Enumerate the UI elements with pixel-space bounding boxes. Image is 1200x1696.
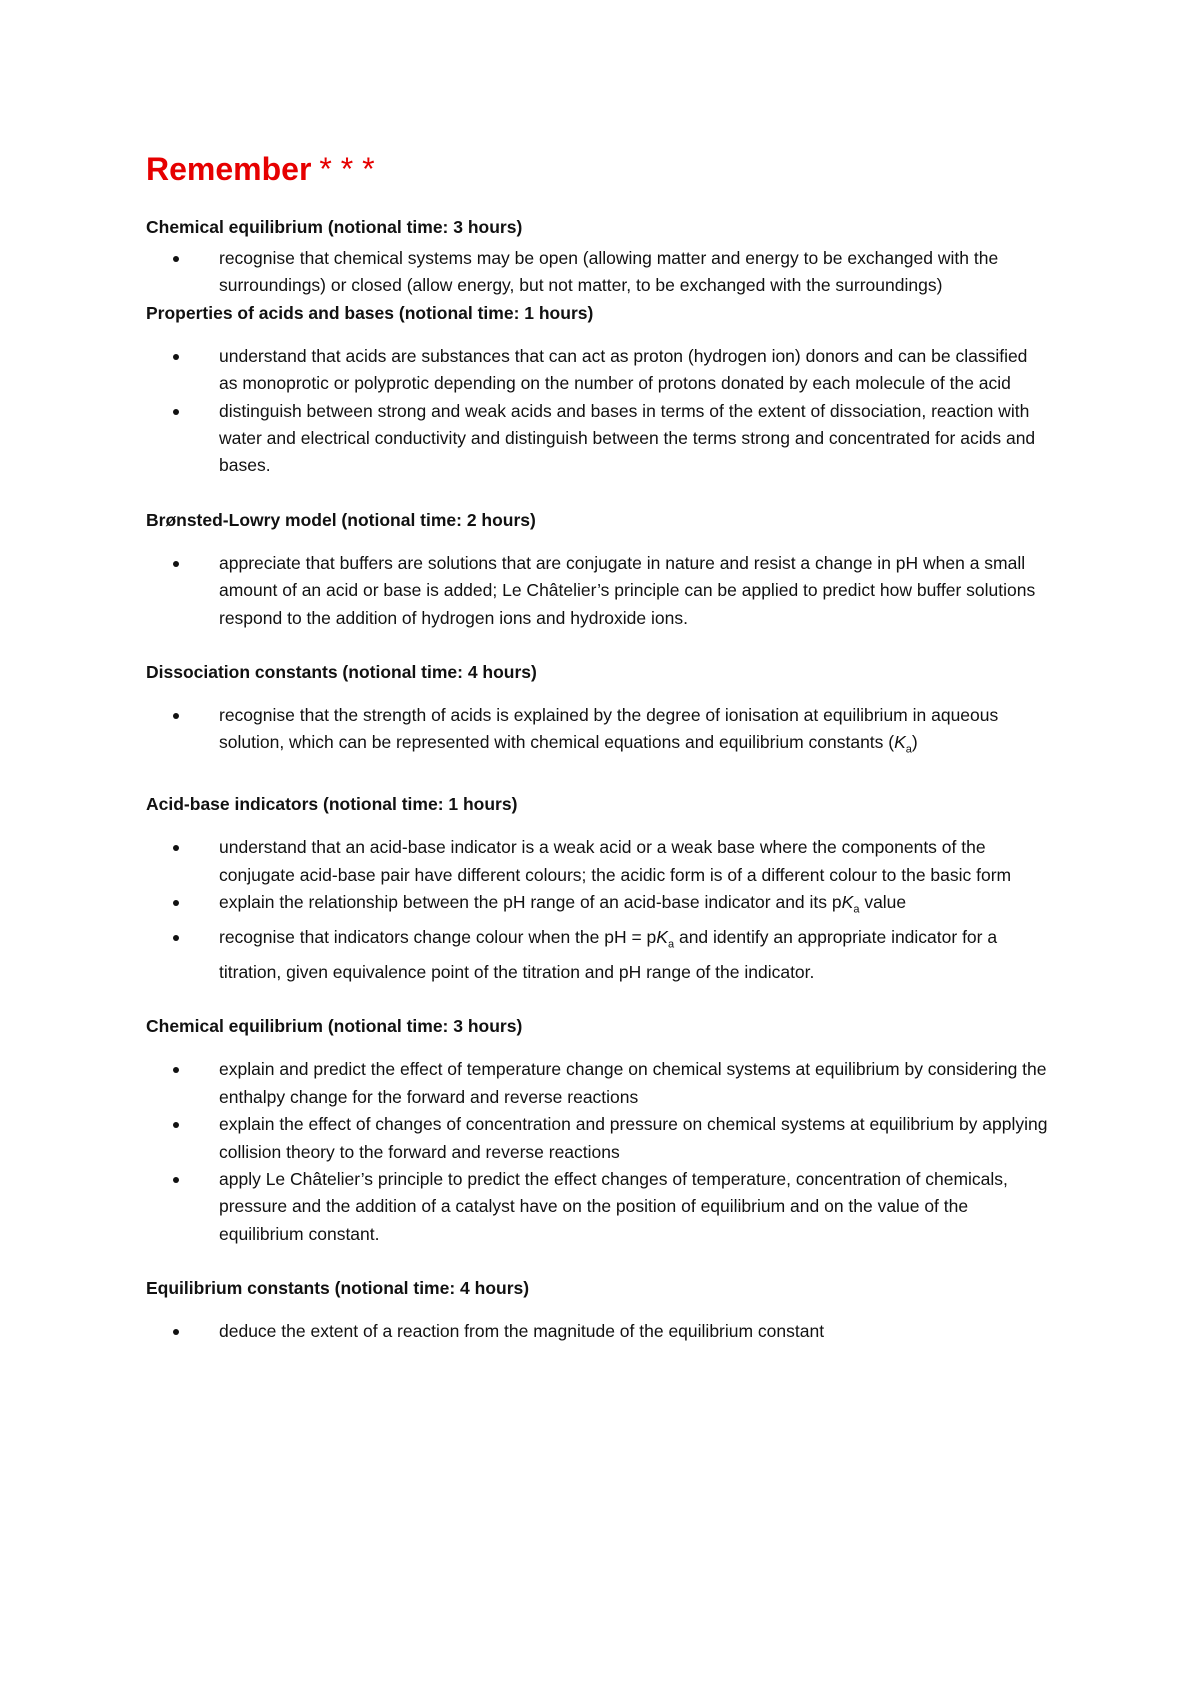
bullet-list [146,702,1050,764]
section-heading: Brønsted-Lowry model (notional time: 2 hours) [146,509,536,530]
bullet-list [146,245,1050,300]
section [146,659,1050,791]
bullet-item [146,702,1050,764]
section [146,300,1050,507]
constant-subscript: a [853,903,860,916]
page-title [146,150,1050,188]
bullet-dot-icon [173,256,179,262]
bullet-dot-icon [173,935,179,941]
bullet-dot-icon [173,354,179,360]
bullet-dot-icon [173,1329,179,1335]
bullet-item [146,245,1050,300]
bullet-text: deduce the extent of a reaction from the magnitude of the equilibrium constant [219,1321,825,1342]
section-heading: Chemical equilibrium (notional time: 3 hours) [146,1016,523,1037]
section [146,214,1050,300]
bullet-item [146,343,1050,398]
bullet-item [146,834,1050,889]
bullet-dot-icon [173,1067,179,1073]
bullet-list [146,1318,1050,1345]
bullet-text: understand that an acid-base indicator is a weak acid or a weak base where the components of the conjugate acid-base pair have different colours; the acidic form is of a different colour to the basic form [219,837,1012,885]
bullet-dot-icon [173,845,179,851]
bullet-dot-icon [173,561,179,567]
section [146,507,1050,659]
section [146,791,1050,1013]
bullet-item [146,550,1050,632]
bullet-text: explain and predict the effect of temperature change on chemical systems at equilibrium by considering the enthalpy change for the forward and reverse reactions [219,1059,1047,1107]
bullet-text: explain the effect of changes of concentration and pressure on chemical systems at equilibrium by applying collision theory to the forward and reverse reactions [219,1114,1048,1162]
section-heading: Chemical equilibrium (notional time: 3 hours) [146,217,523,237]
bullet-text: recognise that chemical systems may be open (allowing matter and energy to be exchanged with the surroundings) or closed (allow energy, but not matter, to be exchanged with the surroundings) [219,248,999,296]
title-text: Remember [146,151,312,187]
bullet-dot-icon [173,1177,179,1183]
bullet-text-after: value [859,892,907,913]
bullet-item [146,1318,1050,1345]
bullet-text: distinguish between strong and weak acids and bases in terms of the extent of dissociation, reaction with water and electrical conductivity and distinguish between the terms strong and concentrated for acids and bases. [219,400,1036,476]
constant-subscript: a [905,743,912,756]
bullet-dot-icon [173,713,179,719]
bullet-text: appreciate that buffers are solutions that are conjugate in nature and resist a change in pH when a small amount of an acid or base is added; Le Châtelier’s principle can be applied to predict how buffer solutions respond to the addition of hydrogen ions and hydroxide ions. [219,552,1036,628]
bullet-item [146,1111,1050,1166]
bullet-list [146,834,1050,986]
section-heading: Equilibrium constants (notional time: 4 hours) [146,1278,530,1299]
bullet-item [146,924,1050,986]
bullet-list [146,1056,1050,1248]
bullet-list [146,343,1050,480]
bullet-item [146,1056,1050,1111]
section-heading: Dissociation constants (notional time: 4 hours) [146,662,537,683]
bullet-text: recognise that indicators change colour when the pH = p [219,927,657,948]
equilibrium-constant-symbol: K [894,732,906,753]
title-stars: * * * [319,151,375,187]
bullet-text: apply Le Châtelier’s principle to predict the effect changes of temperature, concentration of chemicals, pressure and the addition of a catalyst have on the position of equilibrium and on the value of the equilibrium constant. [219,1169,1008,1244]
equilibrium-constant-symbol: K [656,927,668,948]
bullet-text-after: and identify an appropriate indicator for a titration, given equivalence point of the titration and pH range of the indicator. [219,927,998,982]
bullet-text: recognise that the strength of acids is explained by the degree of ionisation at equilibrium in aqueous solution, which can be represented with chemical equations and equilibrium constants ( [219,705,999,753]
bullet-text: understand that acids are substances that can act as proton (hydrogen ion) donors and can be classified as monoprotic or polyprotic depending on the number of protons donated by each molecule of the acid [219,345,1028,394]
bullet-dot-icon [173,1122,179,1128]
section [146,1013,1050,1275]
bullet-dot-icon [173,900,179,906]
section-heading: Properties of acids and bases (notional time: 1 hours) [146,302,594,323]
bullet-list [146,550,1050,632]
sections-container [146,214,1050,1373]
bullet-text-after: ) [911,732,918,753]
bullet-item [146,398,1050,480]
section [146,1275,1050,1372]
constant-subscript: a [667,938,675,951]
bullet-text: explain the relationship between the pH range of an acid-base indicator and its p [219,892,842,913]
bullet-item [146,889,1050,924]
bullet-dot-icon [173,409,179,415]
section-heading: Acid-base indicators (notional time: 1 hours) [146,794,518,815]
equilibrium-constant-symbol: K [841,892,854,913]
bullet-item [146,1166,1050,1248]
